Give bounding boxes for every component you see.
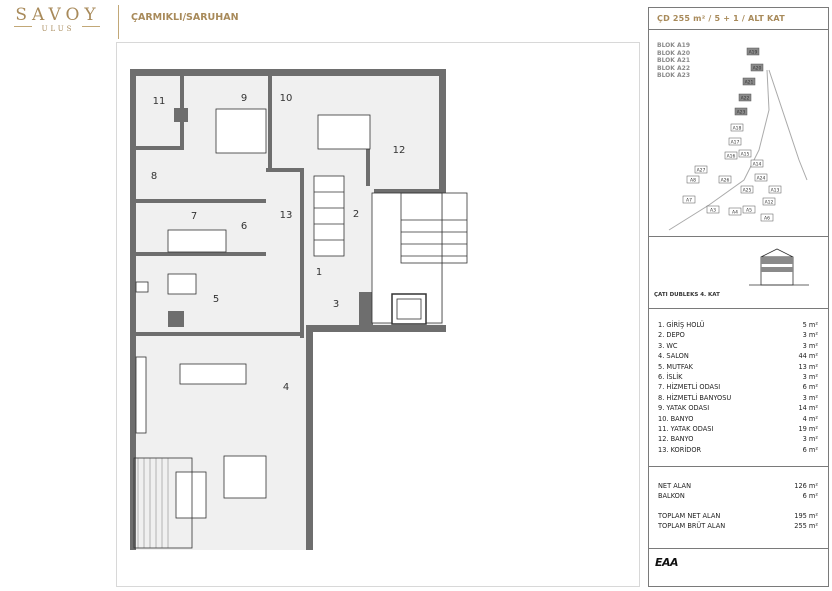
site-block-marker [769,186,781,194]
total-net-label: TOPLAM NET ALAN [658,512,721,520]
site-block-label: A16 [726,154,736,160]
room-number-label: 3 [332,299,340,310]
room-row [658,373,818,383]
room-number-label: 8 [150,171,158,182]
location-label: ÇARMIKLI/SARUHAN [131,12,239,23]
room-name: 8. HİZMETLİ BANYOSU [658,393,732,402]
block-item: BLOK A22 [657,64,691,72]
site-block-label: A7 [686,198,692,204]
section-divider [649,308,828,309]
unit-header [649,8,828,30]
site-block-marker [725,152,737,160]
site-block-marker [761,214,773,222]
block-item: BLOK A23 [657,72,691,79]
room-area: 3 m² [802,372,818,381]
exterior-wall-east [306,332,313,550]
savoy-logo [4,6,112,38]
balcony-value: 6 m² [802,492,818,500]
room-area: 6 m² [802,383,818,392]
room-row [658,404,818,414]
room-number-label: 12 [392,145,406,156]
site-block-marker [755,174,767,182]
room-number-label: 10 [279,93,293,104]
site-block-label: A19 [748,50,758,56]
firm-logo: EAA [655,556,679,569]
room-name: 11. YATAK ODASI [658,424,714,433]
room-number-label: 5 [212,294,220,305]
site-block-label: A4 [732,210,738,216]
room-row [658,352,818,362]
room-area: 6 m² [802,445,818,454]
site-block-marker [751,64,763,72]
site-block-marker [743,78,755,86]
balcony-label: BALKON [658,492,685,500]
room-row [658,331,818,341]
site-block-label: A8 [690,178,696,184]
room-row [658,342,818,352]
site-block-marker [729,208,741,216]
room-row [658,446,818,456]
brand-name: SAVOY [15,5,101,25]
room-area: 13 m² [798,362,818,371]
room-row [658,415,818,425]
total-gross-value: 255 m² [794,522,818,530]
unit-title: ÇD 255 m² / 5 + 1 / ALT KAT [657,14,785,23]
room-number-label: 7 [190,211,198,222]
site-block-marker [729,138,741,146]
site-block-marker [741,186,753,194]
room-row [658,394,818,404]
room-row [658,321,818,331]
room-number-label: 9 [240,93,248,104]
total-gross-row [658,522,818,532]
site-block-label: A21 [744,80,754,86]
net-area-row [658,482,818,492]
site-block-label: A22 [740,96,750,102]
net-area-label: NET ALAN [658,482,692,490]
room-name: 13. KORİDOR [658,445,702,454]
room-number-label: 11 [152,96,166,107]
header-divider [118,5,119,39]
section-diagram [649,243,828,293]
room-name: 2. DEPO [658,331,685,340]
site-block-label: A18 [732,126,742,132]
site-block-marker [739,94,751,102]
section-label: ÇATI DUBLEKS 4. KAT [654,292,720,298]
room-schedule [658,321,818,456]
site-block-label: A13 [770,188,780,194]
site-block-label: A20 [752,66,762,72]
site-block-marker [687,176,699,184]
room-name: 6. İSLİK [658,372,683,381]
room-number-label: 2 [352,209,360,220]
site-block-label: A26 [720,178,730,184]
room-name: 3. WC [658,341,678,350]
site-block-label: A23 [736,110,746,116]
net-area-value: 126 m² [794,482,818,490]
brand-sub: ULUS [41,25,75,33]
room-name: 1. GİRİŞ HOLÜ [658,321,705,329]
site-block-label: A24 [756,176,766,182]
site-block-marker [743,206,755,214]
room-area: 3 m² [802,435,818,444]
room-name: 10. BANYO [658,414,694,423]
room-name: 5. MUTFAK [658,362,693,371]
site-plan [649,30,828,235]
room-row [658,425,818,435]
room-number-label: 1 [315,267,323,278]
exterior-wall-ne [439,69,446,189]
site-block-label: A25 [742,188,752,194]
site-block-marker [695,166,707,174]
room-row [658,363,818,373]
room-name: 12. BANYO [658,435,694,444]
room-row [658,435,818,445]
site-block-label: A5 [746,208,752,214]
info-panel [648,7,829,587]
room-name: 7. HİZMETLİ ODASI [658,383,721,392]
room-number-label: 6 [240,221,248,232]
site-block-label: A3 [710,208,716,214]
room-area: 44 m² [798,352,818,361]
room-area: 14 m² [798,404,818,413]
room-number-label: 4 [282,382,290,393]
room-area: 3 m² [802,393,818,402]
site-block-label: A12 [764,200,774,206]
room-name: 9. YATAK ODASI [658,404,710,413]
exterior-wall-core [306,325,446,332]
site-block-marker [735,108,747,116]
site-block-label: A14 [752,162,762,168]
logo-rule-left [14,26,32,27]
site-block-marker [751,160,763,168]
site-block-label: A17 [730,140,740,146]
room-area: 4 m² [802,414,818,423]
site-block-marker [763,198,775,206]
floor-plan [116,42,640,587]
site-block-marker [719,176,731,184]
site-block-marker [747,48,759,56]
room-area: 5 m² [802,321,818,329]
site-block-label: A15 [740,152,750,158]
site-block-label: A6 [764,216,770,222]
site-block-marker [739,150,751,158]
site-block-marker [683,196,695,204]
room-row [658,383,818,393]
section-divider [649,466,828,467]
room-name: 4. SALON [658,352,689,361]
balcony-row [658,492,818,502]
site-block-label: A27 [696,168,706,174]
room-area: 3 m² [802,341,818,350]
total-net-row [658,512,818,522]
site-block-marker [731,124,743,132]
total-net-value: 195 m² [794,512,818,520]
logo-rule-right [82,26,100,27]
block-item: BLOK A20 [657,49,691,57]
section-divider [649,236,828,237]
area-totals [658,482,818,532]
total-gross-label: TOPLAM BRÜT ALAN [658,522,726,530]
block-item: BLOK A19 [657,42,691,49]
room-area: 19 m² [798,424,818,433]
room-area: 3 m² [802,331,818,340]
block-item: BLOK A21 [657,57,691,64]
room-number-label: 13 [279,210,293,221]
section-divider [649,548,828,549]
site-block-marker [707,206,719,214]
